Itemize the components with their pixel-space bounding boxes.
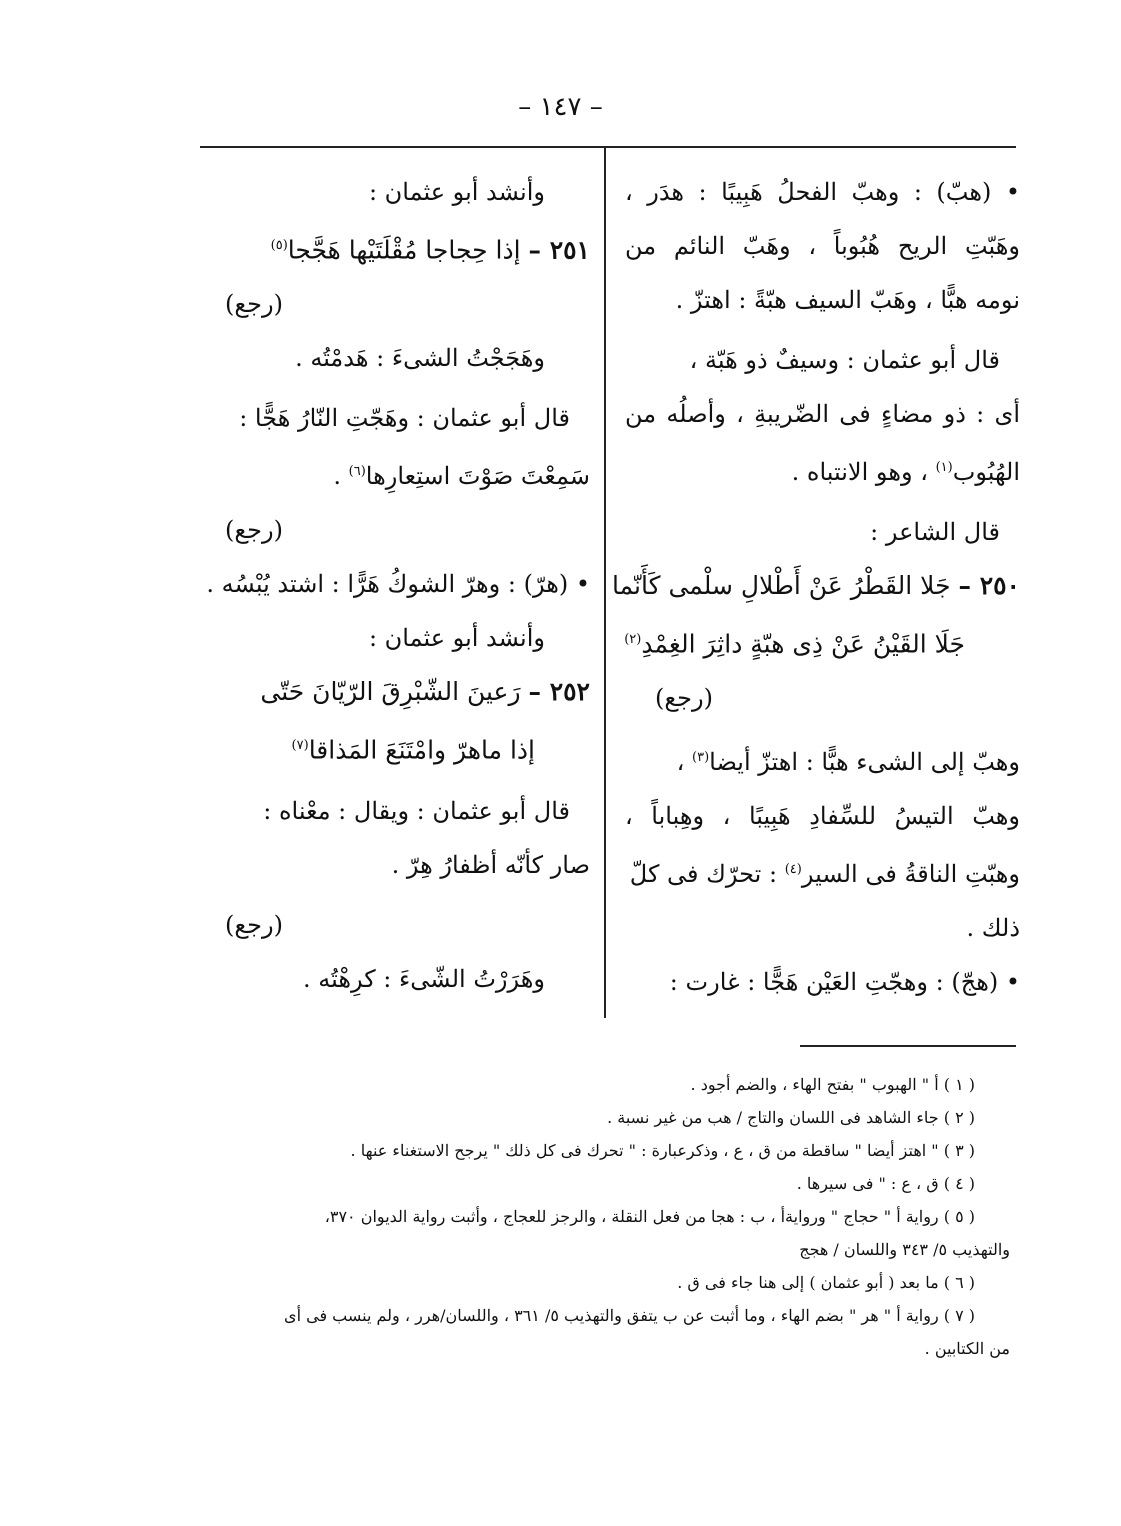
entry-habb-line1: • (هبّ) : وهبّ الفحلُ هَبِيبًا : هدَر ، (625, 178, 1020, 206)
entry-habb-ila-line4: ذلك . (966, 914, 1020, 943)
footnote-7: ( ٧ ) رواية أ " هر " بضم الهاء ، وما أثبت عن ب يتفق والتهذيب ٥/ ٣٦١ ، واللسان/هرر ، ولم ينسب فى أى (284, 1306, 975, 1325)
footnote-4: ( ٤ ) ق ، ع : " فى سيرها . (796, 1174, 975, 1193)
verse-251-text: إذا حِجاجا مُقْلَتَيْها هَجَّجا (287, 235, 521, 265)
abu-uthman-quote-line2: أى : ذو مضاءٍ فى الضّريبةِ ، وأصلُه من (625, 400, 1020, 428)
meter-label: (رجع) (225, 516, 283, 545)
footnote-5: ( ٥ ) رواية أ " حجاج " وروايةأ ، ب : هجا من فعل النقلة ، والرجز للعجاج ، وأثبت رواية الديوان ٣٧٠، (324, 1207, 975, 1226)
naqa-text: وهبّتِ الناقةُ فى السير (801, 860, 1020, 889)
meter-label: (رجع) (225, 290, 283, 319)
footnote-rule (800, 1045, 1016, 1047)
footnote-ref-7: (٧) (291, 738, 309, 754)
footnote-5-cont: والتهذيب ٥/ ٣٤٣ واللسان / هجج (799, 1240, 1010, 1259)
footnotes (178, 1068, 1010, 1365)
abu-uthman-harr-line2: صار كأنّه أظفارُ هِرّ . (391, 850, 590, 879)
verse-number-251: ٢٥١ – (528, 235, 590, 265)
footnote-6: ( ٦ ) ما بعد ( أبو عثمان ) إلى هنا جاء فى ق . (677, 1273, 975, 1292)
verse-252-line1 (195, 665, 590, 719)
footnote-ref-2: (٢) (624, 632, 642, 647)
footnote-ref-6: (٦) (348, 464, 366, 480)
verse-number-250: ٢٥٠ – (958, 571, 1020, 600)
footnote-ref-4: (٤) (784, 862, 802, 878)
abu-uthman-quote-line1: قال أبو عثمان : وسيفٌ ذو هَبّة ، (689, 346, 1000, 374)
recited-line2: وأنشد أبو عثمان : (368, 624, 545, 653)
habb-ila-text: وهبّ إلى الشىء هبًّا : اهتزّ أيضا (709, 748, 1020, 777)
footnote-ref-1: (١) (935, 460, 953, 475)
abu-uthman-hajj-line2 (195, 445, 590, 503)
verse-250-line1 (611, 559, 1020, 613)
entry-habb-ila-line1 (625, 731, 1020, 789)
verse-250-hemistich1: جَلا القَطْرُ عَنْ أَطْلالِ سلْمى كَأَنّما (611, 571, 951, 600)
entry-harr-line1: • (هرّ) : وهرّ الشوكُ هَرًّا : اشتد يُبْسُه . (206, 570, 590, 599)
comma: ، (676, 748, 685, 777)
left-column (195, 165, 590, 1006)
quote-rest: ، وهو الانتباه . (791, 458, 928, 486)
abu-uthman-hajj-line1: قال أبو عثمان : وهَجّتِ النّارُ هَجًّا : (239, 404, 570, 433)
right-column (611, 165, 1020, 1009)
period: . (333, 462, 341, 491)
verse-251 (195, 219, 590, 277)
header-rule (200, 146, 1016, 148)
harartu-line: وهَرَرْتُ الشّىءَ : كرِهْتُه . (302, 964, 545, 993)
abu-uthman-quote-line3 (625, 441, 1020, 499)
recited-line1: وأنشد أبو عثمان : (368, 178, 545, 206)
footnote-2: ( ٢ ) جاء الشاهد فى اللسان والتاج / هب من غير نسبة . (607, 1108, 975, 1127)
naqa-rest: : تحرّك فى كلّ (629, 860, 778, 889)
verse-252-line2 (195, 719, 590, 777)
verse-250-line2 (625, 613, 1020, 671)
entry-habb-ila-line3 (625, 843, 1020, 901)
abu-uthman-harr-line1: قال أبو عثمان : ويقال : معْناه : (263, 796, 570, 825)
column-divider (604, 148, 606, 1018)
poet-says: قال الشاعر : (870, 518, 1000, 546)
footnote-3: ( ٣ ) " اهتز أيضا " ساقطة من ق ، ع ، وذكرعبارة : " تحرك فى كل ذلك " يرجح الاستغناء عنها . (350, 1141, 975, 1160)
verse-250-hemistich2: جَلَا القَيْنُ عَنْ ذِى هبّةٍ داثِرَ الغِمْدِ (641, 629, 965, 659)
entry-habb-line3: نومه هبًّا ، وهَبّ السيف هبّةً : اهتزّ . (675, 286, 1020, 314)
verse-252-hemistich2: إذا ماهرّ وامْتَنَعَ المَذاقا (308, 735, 535, 765)
verse-number-252: ٢٥٢ – (528, 677, 590, 707)
meter-label: (رجع) (655, 684, 713, 713)
entry-hajj-line1: • (هجّ) : وهجّتِ العَيْن هَجًّا : غارت : (669, 968, 1020, 997)
footnote-1: ( ١ ) أ " الهبوب " بفتح الهاء ، والضم أجود . (690, 1075, 975, 1094)
entry-habb-ila-line2: وهبّ التيسُ للسِّفادِ هَبِيبًا ، وهِباباً ، (625, 802, 1020, 831)
verse-252-hemistich1: رَعينَ الشّبْرِقَ الرّيّانَ حَتّى (260, 677, 521, 707)
hajj-text: سَمِعْتَ صَوْتَ استِعارِها (365, 462, 590, 491)
footnote-ref-5: (٥) (270, 238, 288, 253)
hajajtu-line: وهَجَجْتُ الشىءَ : هَدمْتُه . (295, 344, 545, 373)
quote-word: الهُبُوب (952, 458, 1020, 486)
footnote-7-cont: من الكتابين . (924, 1339, 1010, 1358)
meter-label: (رجع) (225, 910, 283, 939)
page-number: – ١٤٧ – (518, 92, 603, 122)
entry-habb-line2: وهَبّتِ الريح هُبُوباً ، وهَبّ النائم من (625, 232, 1020, 260)
footnote-ref-3: (٣) (692, 750, 710, 766)
